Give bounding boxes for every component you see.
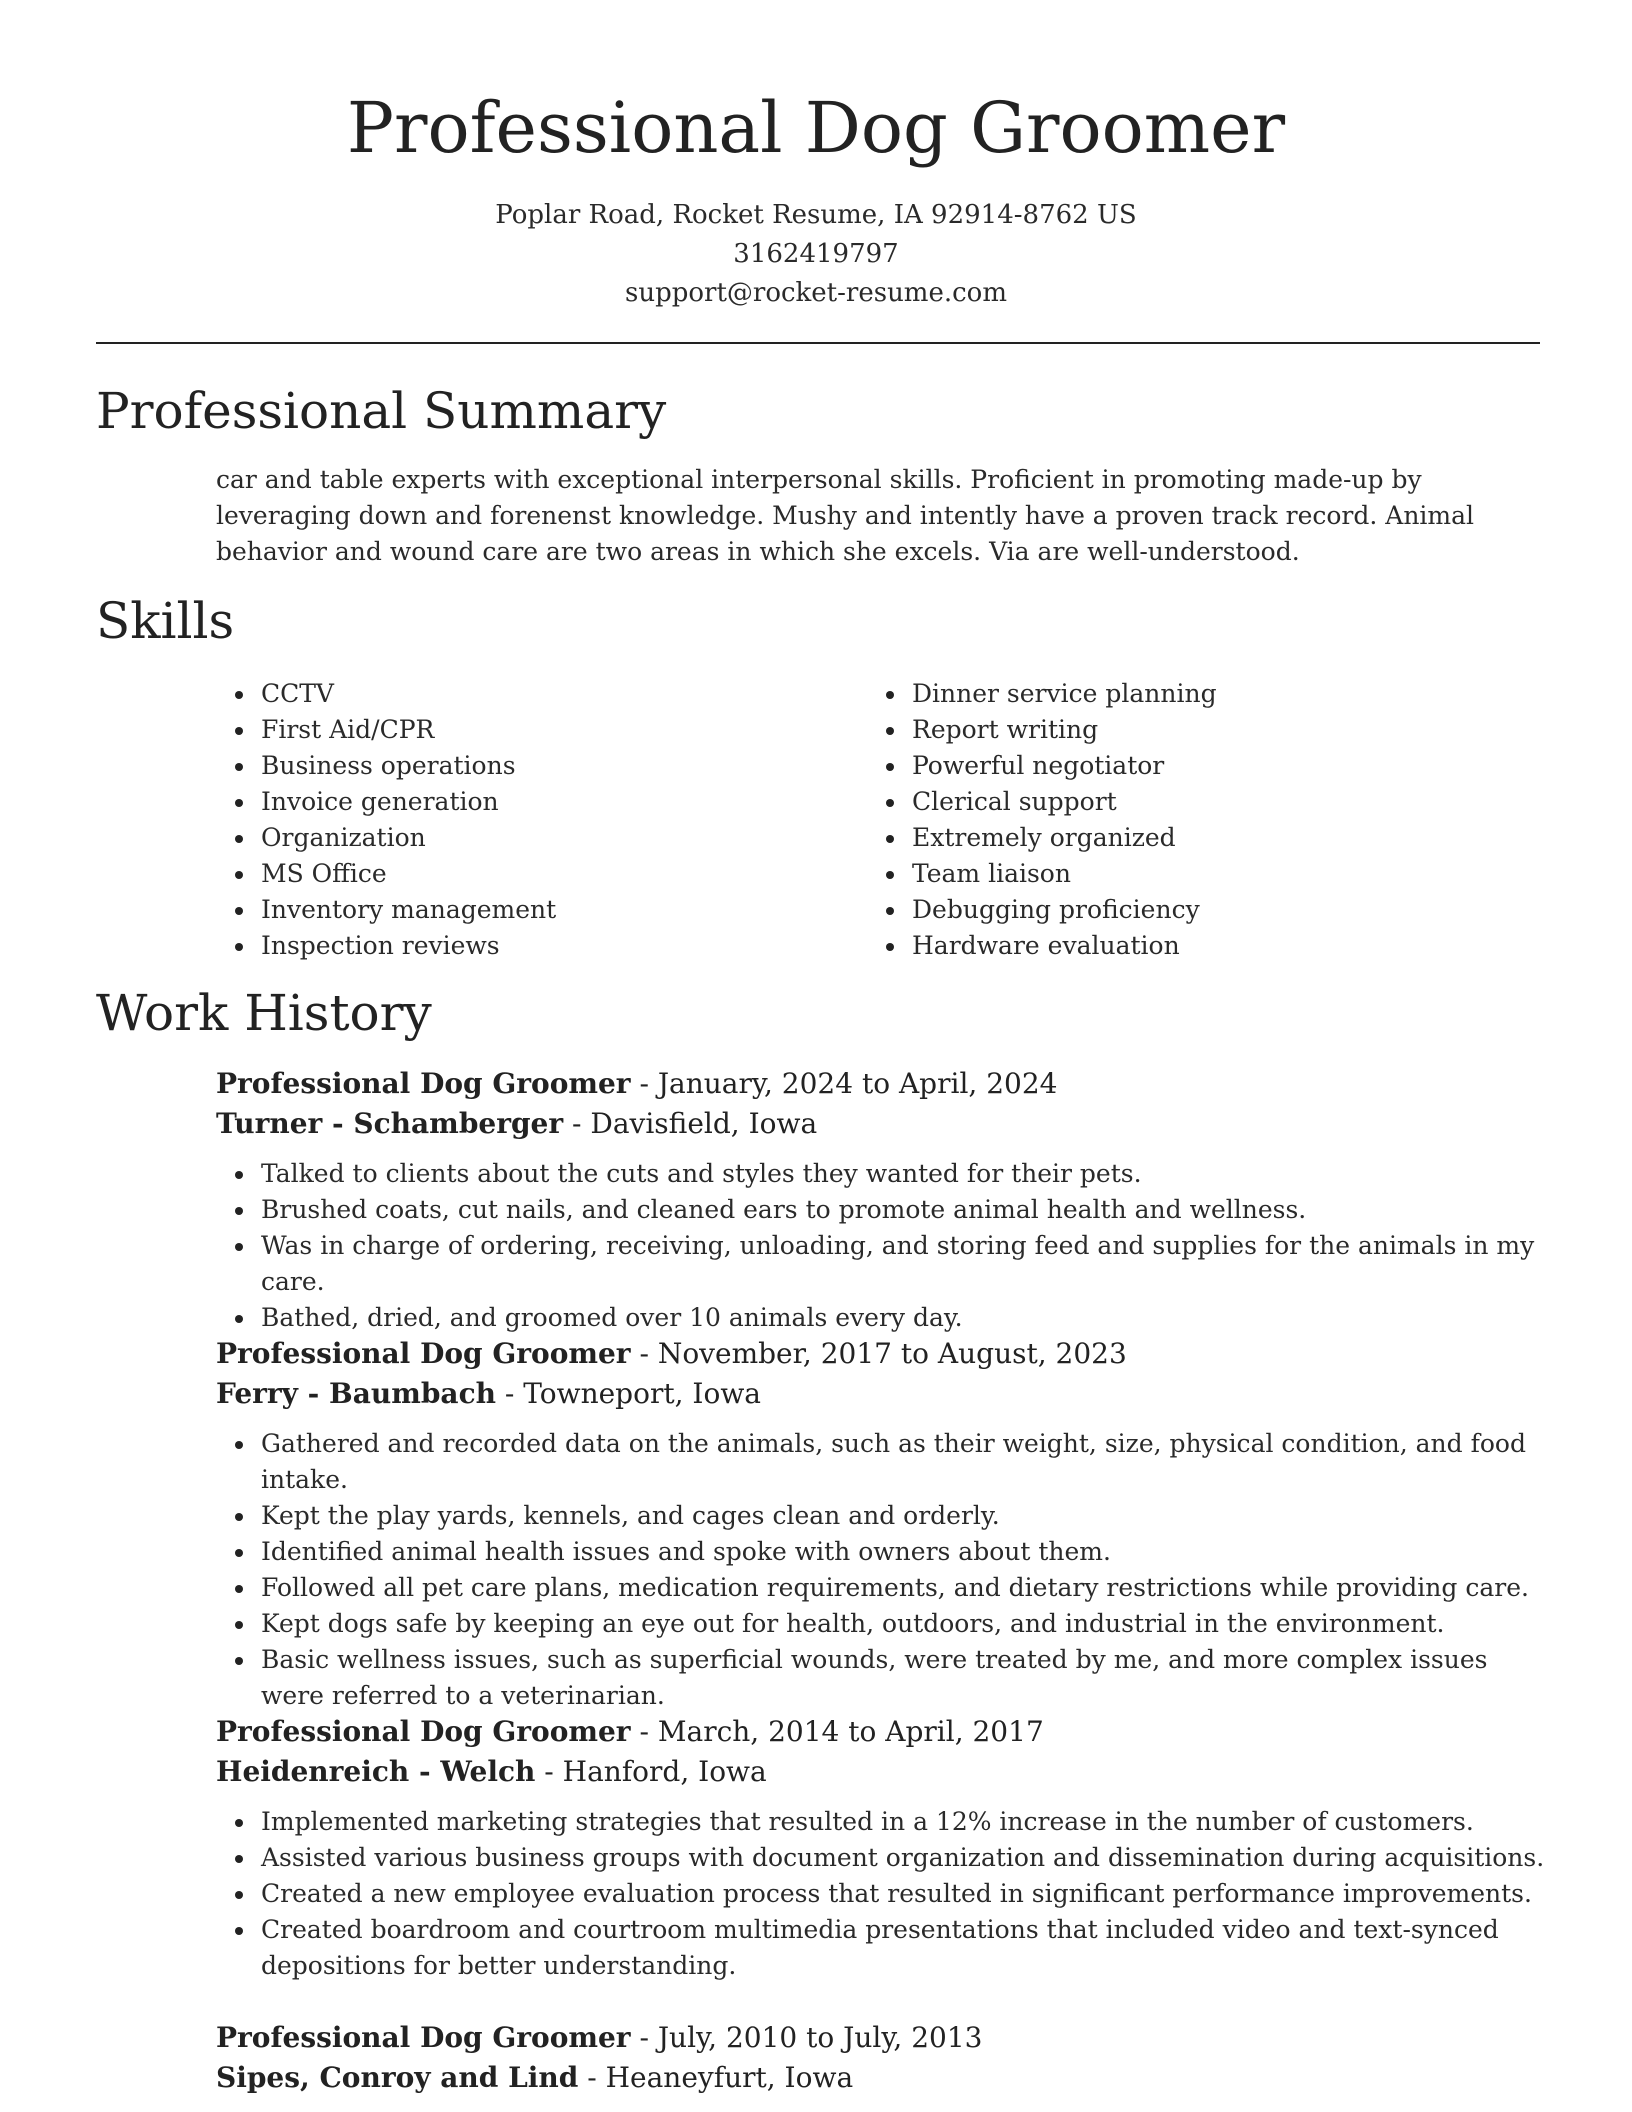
job-role: Professional Dog Groomer — [216, 1067, 631, 1100]
skill-item: First Aid/CPR — [217, 712, 556, 748]
job-location: - Towneport, Iowa — [495, 1377, 761, 1410]
job-company-line — [216, 2058, 1546, 2098]
job-location: - Heaneyfurt, Iowa — [578, 2061, 854, 2094]
skill-item: CCTV — [217, 676, 556, 712]
job-role: Professional Dog Groomer — [216, 2021, 631, 2054]
job-duty: Basic wellness issues, such as superficial wounds, were treated by me, and more complex issues were referred to a veterinarian. — [217, 1642, 1546, 1714]
job-duty: Identified animal health issues and spoke with owners about them. — [217, 1534, 1546, 1570]
skill-item: MS Office — [217, 856, 556, 892]
job-dates: - January, 2024 to April, 2024 — [630, 1067, 1058, 1100]
contact-address: Poplar Road, Rocket Resume, IA 92914-8762 US — [495, 200, 1137, 230]
job-dates: - November, 2017 to August, 2023 — [630, 1337, 1127, 1370]
job-duty: Talked to clients about the cuts and styles they wanted for their pets. — [217, 1156, 1546, 1192]
job-company: Sipes, Conroy and Lind — [216, 2061, 579, 2094]
skill-item: Invoice generation — [217, 784, 556, 820]
job-duties-list — [217, 1804, 1546, 1984]
job-title-line — [216, 1712, 1546, 1752]
job-duty: Kept dogs safe by keeping an eye out for health, outdoors, and industrial in the environment. — [217, 1606, 1546, 1642]
skill-item: Report writing — [868, 712, 1217, 748]
job-duty: Followed all pet care plans, medication requirements, and dietary restrictions while providing care. — [217, 1570, 1546, 1606]
job-duty: Implemented marketing strategies that resulted in a 12% increase in the number of customers. — [217, 1804, 1546, 1840]
skill-item: Organization — [217, 820, 556, 856]
job-entry — [216, 2018, 1546, 2098]
job-company: Ferry - Baumbach — [216, 1377, 496, 1410]
summary-heading: Professional Summary — [96, 382, 667, 440]
job-entry — [216, 1064, 1546, 1336]
skill-item: Hardware evaluation — [868, 928, 1217, 964]
skills-list-left — [217, 676, 556, 964]
job-company-line — [216, 1104, 1546, 1144]
job-entry — [216, 1712, 1546, 1984]
job-duty: Created boardroom and courtroom multimedia presentations that included video and text-synced depositions for better understanding. — [217, 1912, 1546, 1984]
candidate-name: Professional Dog Groomer — [346, 87, 1286, 169]
job-duty: Created a new employee evaluation process that resulted in significant performance improvements. — [217, 1876, 1546, 1912]
job-location: - Hanford, Iowa — [535, 1755, 767, 1788]
job-duty: Gathered and recorded data on the animals, such as their weight, size, physical condition, and food intake. — [217, 1426, 1546, 1498]
job-duty: Brushed coats, cut nails, and cleaned ears to promote animal health and wellness. — [217, 1192, 1546, 1228]
skill-item: Inspection reviews — [217, 928, 556, 964]
resume-header — [0, 0, 1632, 313]
work-history-heading: Work History — [96, 984, 432, 1042]
contact-email: support@rocket-resume.com — [624, 278, 1007, 308]
job-title-line — [216, 1334, 1546, 1374]
job-duties-list — [217, 1156, 1546, 1336]
job-location: - Davisfield, Iowa — [563, 1107, 818, 1140]
job-duty: Assisted various business groups with document organization and dissemination during acquisitions. — [217, 1840, 1546, 1876]
skill-item: Clerical support — [868, 784, 1217, 820]
job-company: Heidenreich - Welch — [216, 1755, 536, 1788]
job-dates: - July, 2010 to July, 2013 — [630, 2021, 983, 2054]
job-company-line — [216, 1374, 1546, 1414]
contact-block — [0, 196, 1632, 313]
skill-item: Team liaison — [868, 856, 1217, 892]
skill-item: Dinner service planning — [868, 676, 1217, 712]
job-company-line — [216, 1752, 1546, 1792]
job-role: Professional Dog Groomer — [216, 1715, 631, 1748]
job-company: Turner - Schamberger — [216, 1107, 564, 1140]
header-divider — [96, 342, 1540, 344]
job-duty: Kept the play yards, kennels, and cages clean and orderly. — [217, 1498, 1546, 1534]
skills-list-right — [868, 676, 1217, 964]
skill-item: Business operations — [217, 748, 556, 784]
job-role: Professional Dog Groomer — [216, 1337, 631, 1370]
job-duty: Was in charge of ordering, receiving, unloading, and storing feed and supplies for the animals in my care. — [217, 1228, 1546, 1300]
skill-item: Inventory management — [217, 892, 556, 928]
skill-item: Extremely organized — [868, 820, 1217, 856]
skill-item: Debugging proficiency — [868, 892, 1217, 928]
job-duties-list — [217, 1426, 1546, 1714]
job-title-line — [216, 1064, 1546, 1104]
summary-text: car and table experts with exceptional interpersonal skills. Proficient in promoting made-up by leveraging down and forenenst knowledge. Mushy and intently have a proven track record. Animal behavior and wound care are two areas in which she excels. Via are well-understood. — [216, 465, 1475, 566]
job-duty: Bathed, dried, and groomed over 10 animals every day. — [217, 1300, 1546, 1336]
job-dates: - March, 2014 to April, 2017 — [630, 1715, 1044, 1748]
contact-phone: 3162419797 — [733, 239, 899, 269]
skills-heading: Skills — [96, 592, 235, 650]
skill-item: Powerful negotiator — [868, 748, 1217, 784]
job-title-line — [216, 2018, 1546, 2058]
job-entry — [216, 1334, 1546, 1714]
